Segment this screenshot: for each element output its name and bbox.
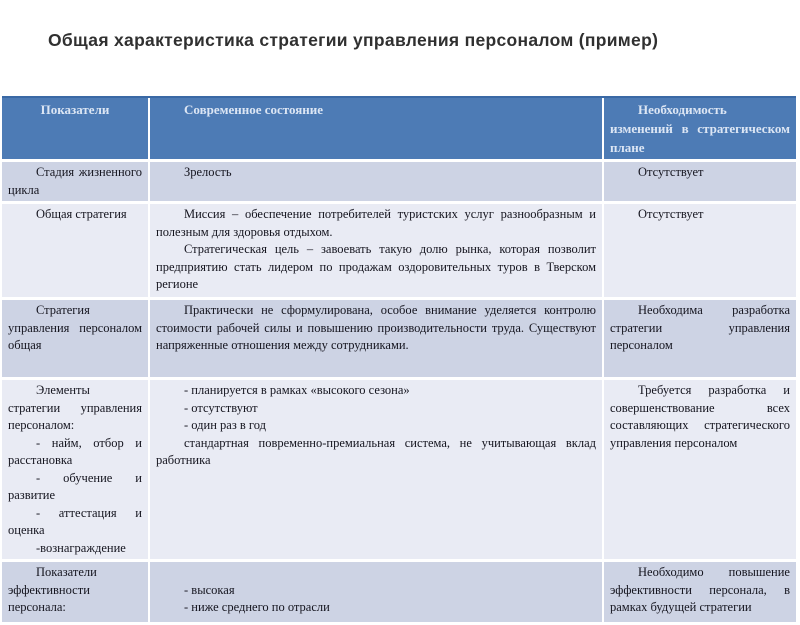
cell-text: Показатели эффективности персонала: xyxy=(8,565,97,614)
cell-text: Необходима разработка стратегии управления персоналом xyxy=(610,303,790,352)
table-row xyxy=(2,562,796,622)
slide-title: Общая характеристика стратегии управления персоналом (пример) xyxy=(48,30,659,50)
table-row xyxy=(2,380,796,559)
cell-text: Отсутствует xyxy=(638,207,704,221)
header-cell-current-state xyxy=(150,98,604,159)
cell-change-need xyxy=(604,300,796,377)
cell-change-need xyxy=(604,162,796,201)
cell-current-state xyxy=(150,162,604,201)
table-row xyxy=(2,300,796,377)
cell-text: - высокая xyxy=(184,582,235,597)
cell-current-state xyxy=(150,562,604,622)
cell-current-state xyxy=(150,300,604,377)
cell-text: - обучение и развитие xyxy=(8,470,142,502)
table-row xyxy=(2,162,796,201)
cell-text xyxy=(156,564,596,582)
cell-text: стандартная повременно-премиальная система, не учитывающая вклад работника xyxy=(156,435,596,467)
cell-text: Отсутствует xyxy=(638,165,704,179)
cell-text: - аттестация и оценка xyxy=(8,505,142,537)
header-label: Показатели xyxy=(40,102,110,117)
cell-text: Требуется разработка и совершенствование всех составляющих стратегического управления персоналом xyxy=(610,383,790,450)
cell-text: Необходимо повышение эффективности персонала, в рамках будущей стратегии xyxy=(610,565,790,614)
cell-text: -вознаграждение xyxy=(36,540,126,555)
cell-indicator xyxy=(2,380,150,559)
cell-change-need xyxy=(604,562,796,622)
header-label: Необходимость изменений в стратегическом плане xyxy=(610,102,790,155)
cell-change-need xyxy=(604,380,796,559)
hr-strategy-table xyxy=(2,96,796,625)
cell-text: - один раз в год xyxy=(184,418,266,432)
cell-text: - найм, отбор и расстановка xyxy=(8,435,142,467)
cell-text: Стратегическая цель – завоевать такую долю рынка, которая позволит предприятию стать лидером по продажам оздоровительных туров в Тверском регионе xyxy=(156,242,596,291)
cell-text: - ниже среднего по отрасли xyxy=(184,600,330,614)
header-label: Современное состояние xyxy=(184,102,324,117)
cell-indicator xyxy=(2,204,150,297)
cell-text: Стратегия управления персоналом общая xyxy=(8,303,142,352)
cell-indicator xyxy=(2,300,150,377)
cell-change-need xyxy=(604,204,796,297)
header-cell-change-need xyxy=(604,98,796,159)
cell-text: Практически не сформулирована, особое внимание уделяется контролю стоимости рабочей силы и повышению производительности труда. Существуют напряженные отношения между сотрудниками. xyxy=(156,303,596,352)
cell-text: Зрелость xyxy=(184,165,232,179)
header-cell-indicators xyxy=(2,98,150,159)
cell-text: Миссия – обеспечение потребителей туристских услуг разнообразным и полезным для здоровья отдыхом. xyxy=(156,207,596,239)
table-header-row xyxy=(2,98,796,159)
table-row xyxy=(2,204,796,297)
cell-indicator xyxy=(2,162,150,201)
cell-text: Стадия жизненного цикла xyxy=(8,165,142,197)
cell-text: - планируется в рамках «высокого сезона» xyxy=(184,383,410,397)
cell-text: Элементы стратегии управления персоналом: xyxy=(8,383,142,432)
cell-indicator xyxy=(2,562,150,622)
cell-current-state xyxy=(150,204,604,297)
cell-current-state xyxy=(150,380,604,559)
cell-text: - отсутствуют xyxy=(184,400,258,415)
cell-text: Общая стратегия xyxy=(36,207,127,221)
